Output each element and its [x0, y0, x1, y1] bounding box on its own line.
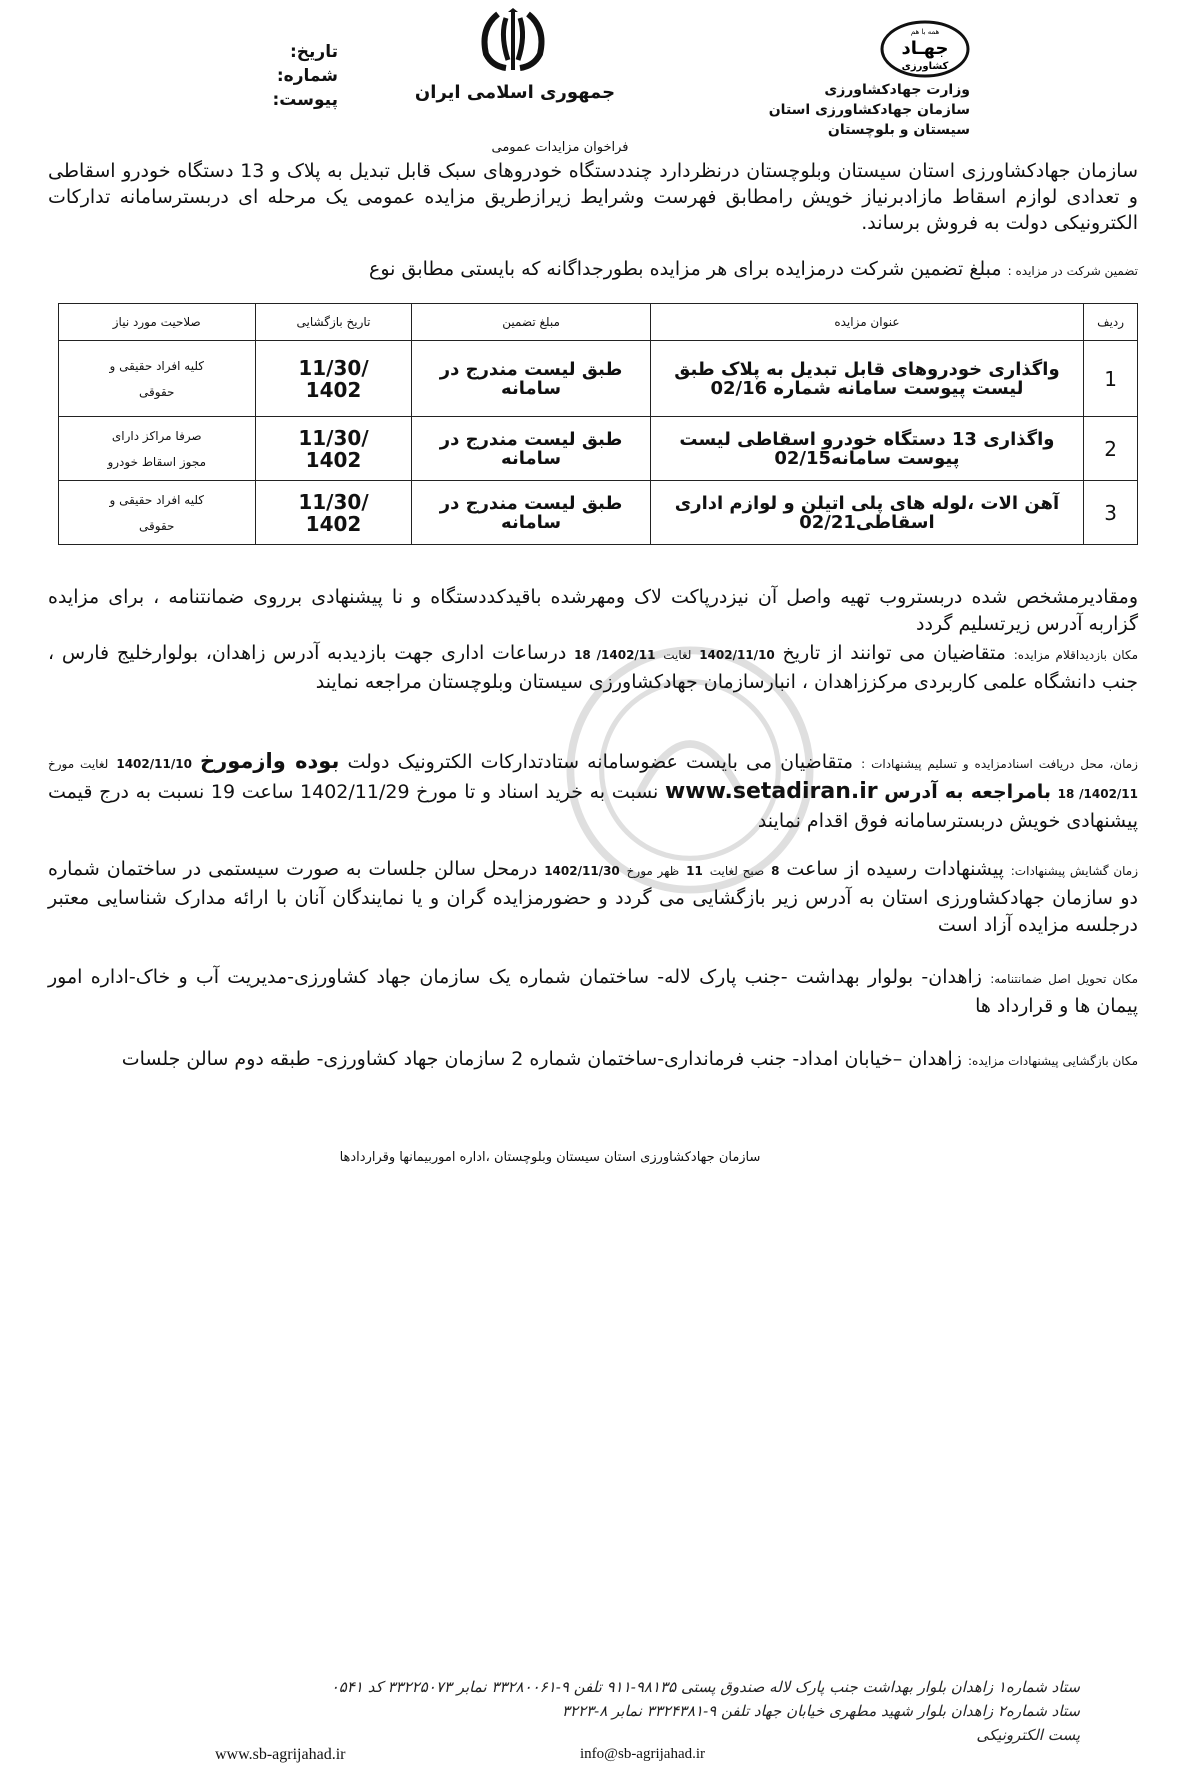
iran-emblem-icon — [458, 8, 568, 74]
opening-date-line2: 1402 — [305, 377, 362, 402]
header-row-number: ردیف — [1084, 304, 1138, 341]
notice-title: فراخوان مزایدات عمومی — [491, 140, 629, 155]
header-date: تاریخ بازگشایی — [255, 304, 412, 341]
email-link[interactable]: info@sb-agrijahad.ir — [580, 1746, 706, 1762]
docs-text-1: متقاضیان می بایست عضوسامانه ستادتدارکات الکترونیک دولت — [347, 751, 854, 773]
address-line-1: ستاد شماره۱ زاهدان بلوار بهداشت جنب پارک لاله صندوق پستی ۹۸۱۳۵-۹۱۱ تلفن ۹-۳۳۲۸۰۰۶۱ نمابر ۳۳۲۲۵۰۷۳ کد ۰۵۴۱ — [330, 1678, 1080, 1696]
eligibility-line1: کلیه افراد حقیقی و — [109, 492, 205, 507]
address-line-3: پست الکترونیکی — [976, 1726, 1080, 1744]
docs-bold-2: بامراجعه به آدرس — [884, 781, 1052, 803]
guarantee-amount: طبق لیست مندرج در سامانه — [412, 481, 650, 545]
notice-intro: سازمان جهادکشاورزی استان سیستان وبلوچستان درنظردارد چنددستگاه خودروهای سبک قابل تبدیل به پلاک و 13 دستگاه خودرو اسقاطی و تعدادی لوازم اسقاط مازادبرنیاز خویش رامطابق فهرست وشرایط زیرازطریق مزایده عمومی یک مرحله ای دربسترسامانه تدارکات الکترونیکی دولت به فروش برساند. — [48, 160, 1139, 234]
country-name: جمهوری اسلامی ایران — [414, 82, 616, 103]
docs-label: زمان، محل دریافت اسنادمزایده و تسلیم پیشنهادات : — [861, 757, 1138, 771]
setadiran-link[interactable]: www.setadiran.ir — [664, 779, 878, 804]
open-place-text: زاهدان –خیابان امداد- جنب فرمانداری-ساختمان شماره 2 سازمان جهاد کشاورزی- طبقه دوم سالن جلسات — [121, 1048, 962, 1070]
open-place-label: مکان بازگشایی پیشنهادات مزایده: — [968, 1054, 1138, 1068]
header-amount: مبلغ تضمین — [412, 304, 650, 341]
meta-number-label: شماره: — [276, 66, 338, 86]
eligibility-line2: مجوز اسقاط خودرو — [107, 454, 207, 469]
visit-text-1: متقاضیان می توانند از تاریخ — [782, 642, 1006, 664]
docs-text-2: نسبت به خرید اسناد و تا مورخ 1402/11/29 ساعت 19 نسبت به درج قیمت پیشنهادی خویش دربسترسامانه فوق اقدام نمایند — [48, 781, 1138, 832]
table-header-row — [59, 304, 1138, 341]
docs-until-label: لغایت مورخ — [48, 757, 109, 771]
opening-date-line1: /11/30 — [298, 355, 369, 380]
opening-date — [255, 341, 412, 417]
visit-until-label: لغایت — [663, 648, 692, 662]
auction-table — [58, 303, 1138, 545]
row-number: 2 — [1084, 417, 1138, 481]
opening-text-3: ظهر مورخ — [626, 864, 680, 878]
eligibility — [59, 341, 256, 417]
guarantee-text: مبلغ تضمین شرکت درمزایده برای هر مزایده بطورجداگانه که بایستی مطابق نوع — [369, 258, 1002, 280]
opening-text-4: درمحل سالن جلسات به صورت سیستمی در ساختمان شماره دو سازمان جهادکشاورزی استان به آدرس زیر بازگشایی می گردد و حضورمزایده گران و یا نمایندگان آنان با ارائه مدارک شناسایی معتبر درجلسه مزایده آزاد است — [48, 858, 1138, 936]
organization-name: سازمان جهادکشاورزی استان سیستان و بلوچستان — [768, 102, 970, 138]
visit-date-to: 1402/11/ 18 — [574, 648, 656, 662]
svg-text:کشاورزی: کشاورزی — [901, 61, 949, 72]
eligibility — [59, 417, 256, 481]
table-row — [59, 341, 1138, 417]
meta-date-label: تاریخ: — [290, 42, 338, 62]
letterhead-address — [200, 1675, 1080, 1747]
letter-meta — [238, 40, 338, 112]
opening-text-2: صبح لغایت — [709, 864, 765, 878]
opening-hour-to: 11 — [686, 864, 703, 878]
ministry-block — [720, 80, 970, 140]
visit-paragraph — [48, 640, 1138, 696]
after-table-paragraph: ومقادیرمشخص شده دربستروب تهیه واصل آن نیزدرپاکت لاک ومهرشده باقیدکددستگاه و نا پیشنهادی برروی ضمانتنامه ، برای مزایده گزاربه آدرس زیرتسلیم گردد — [48, 586, 1138, 635]
eligibility-line2: حقوقی — [139, 518, 175, 533]
table-row — [59, 417, 1138, 481]
footer-organization: سازمان جهادکشاورزی استان سیستان وبلوچستان ،اداره اموربیمانها وقراردادها — [339, 1150, 761, 1165]
opening-date-line1: /11/30 — [298, 425, 369, 450]
guarantee-amount: طبق لیست مندرج در سامانه — [412, 417, 650, 481]
opening-date-line2: 1402 — [305, 511, 362, 536]
docs-paragraph — [48, 748, 1138, 835]
guarantee-line — [48, 256, 1138, 284]
opening-paragraph — [48, 856, 1138, 939]
meta-attachment-label: پیوست: — [272, 90, 338, 110]
delivery-label: مکان تحویل اصل ضمانتنامه: — [990, 972, 1139, 986]
visit-text-2: درساعات اداری جهت بازدیدبه آدرس زاهدان، بولوارخلیج فارس ، جنب دانشگاه علمی کاربردی مرکززاهدان ، انبارسازمان جهادکشاورزی سیستان وبلوچستان مراجعه نمایند — [48, 642, 1138, 693]
delivery-text: زاهدان- بولوار بهداشت -جنب پارک لاله- ساختمان شماره یک سازمان جهاد کشاورزی-مدیریت آب و خاک-اداره امور پیمان ها و قرارداد ها — [48, 966, 1138, 1017]
opening-text-1: پیشنهادات رسیده از ساعت — [786, 858, 1004, 880]
eligibility-line2: حقوقی — [139, 384, 175, 399]
opening-date-line2: 1402 — [305, 447, 362, 472]
open-place-paragraph — [48, 1046, 1138, 1075]
eligibility-line1: صرفا مراکز دارای — [111, 428, 202, 443]
auction-title: واگذاری 13 دستگاه خودرو اسقاطی لیست پیوست سامانه02/15 — [650, 417, 1084, 481]
jihad-agriculture-logo — [880, 20, 970, 78]
docs-bold-1: بوده وازمورخ — [200, 749, 340, 773]
address-line-2: ستاد شماره۲ زاهدان بلوار شهید مطهری خیابان جهاد تلفن ۹-۳۳۲۴۳۸۱ نمابر ۸-۳۲۲۳ — [561, 1702, 1080, 1720]
header-eligibility: صلاحیت مورد نیاز — [59, 304, 256, 341]
auction-title: واگذاری خودروهای قابل تبدیل به پلاک طبق لیست پیوست سامانه شماره 02/16 — [650, 341, 1084, 417]
opening-date: 1402/11/30 — [544, 864, 620, 878]
docs-date-from: 1402/11/10 — [116, 757, 192, 771]
opening-date — [255, 417, 412, 481]
auction-title: آهن الات ،لوله های پلی اتیلن و لوازم اداری اسقاطی02/21 — [650, 481, 1084, 545]
header-title: عنوان مزایده — [650, 304, 1084, 341]
visit-label: مکان بازدیداقلام مزایده: — [1013, 648, 1139, 662]
delivery-paragraph — [48, 964, 1138, 1020]
visit-date-from: 1402/11/10 — [699, 648, 775, 662]
guarantee-amount: طبق لیست مندرج در سامانه — [412, 341, 650, 417]
opening-date — [255, 481, 412, 545]
opening-hour-from: 8 — [771, 864, 780, 878]
svg-text:همه با هم: همه با هم — [910, 28, 940, 36]
website-link[interactable]: www.sb-agrijahad.ir — [215, 1746, 346, 1763]
svg-text:جهـاد: جهـاد — [901, 38, 949, 59]
ministry-name: وزارت جهادکشاورزی — [824, 82, 970, 98]
table-row — [59, 481, 1138, 545]
row-number: 1 — [1084, 341, 1138, 417]
guarantee-label: تضمین شرکت در مزایده : — [1007, 264, 1138, 278]
opening-date-line1: /11/30 — [298, 489, 369, 514]
opening-label: زمان گشایش پیشنهادات: — [1010, 864, 1139, 878]
docs-date-to: 1402/11/ 18 — [1057, 787, 1138, 801]
eligibility-line1: کلیه افراد حقیقی و — [109, 358, 205, 373]
row-number: 3 — [1084, 481, 1138, 545]
eligibility — [59, 481, 256, 545]
